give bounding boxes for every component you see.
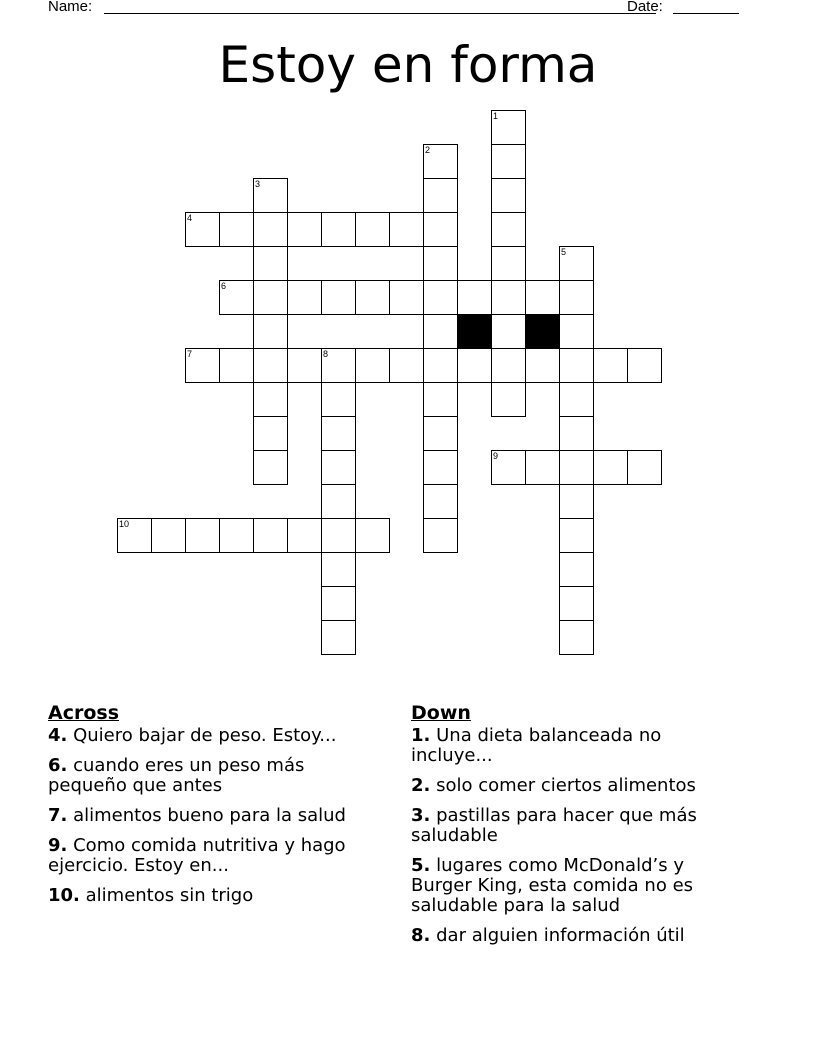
clue-text: alimentos sin trigo	[85, 885, 254, 906]
clue-number-label: 6	[221, 281, 227, 291]
down-clues	[411, 701, 731, 956]
grid-cell[interactable]	[321, 416, 356, 451]
grid-cell[interactable]	[321, 382, 356, 417]
grid-cell[interactable]	[457, 280, 492, 315]
clue-number: 7.	[48, 805, 68, 826]
grid-cell[interactable]	[491, 314, 526, 349]
clue-text: Como comida nutritiva y hago ejercicio. Estoy en...	[48, 835, 346, 876]
grid-cell[interactable]	[389, 212, 424, 247]
grid-cell[interactable]	[525, 280, 560, 315]
clue-number: 10.	[48, 885, 80, 906]
grid-cell[interactable]	[287, 348, 322, 383]
grid-cell[interactable]	[321, 620, 356, 655]
grid-cell[interactable]	[253, 348, 288, 383]
clue-number: 8.	[411, 925, 431, 946]
clue-number: 9.	[48, 835, 68, 856]
grid-cell[interactable]	[321, 552, 356, 587]
grid-cell[interactable]	[457, 348, 492, 383]
clue-number-label: 2	[425, 145, 431, 155]
grid-cell[interactable]	[559, 620, 594, 655]
grid-cell[interactable]	[117, 518, 152, 553]
clue-text: solo comer ciertos alimentos	[436, 775, 696, 796]
grid-cell[interactable]	[253, 450, 288, 485]
grid-cell[interactable]	[355, 212, 390, 247]
grid-cell[interactable]	[219, 518, 254, 553]
down-clue	[411, 776, 731, 796]
grid-cell[interactable]	[559, 518, 594, 553]
clue-text: dar alguien información útil	[436, 925, 685, 946]
clue-number: 2.	[411, 775, 431, 796]
grid-cell[interactable]	[423, 382, 458, 417]
grid-cell[interactable]	[389, 348, 424, 383]
grid-cell[interactable]	[525, 450, 560, 485]
grid-cell[interactable]	[321, 280, 356, 315]
grid-cell[interactable]	[627, 348, 662, 383]
across-clue	[48, 886, 378, 906]
grid-cell[interactable]	[185, 212, 220, 247]
clue-number: 1.	[411, 725, 431, 746]
grid-cell[interactable]	[559, 450, 594, 485]
grid-cell[interactable]	[423, 246, 458, 281]
grid-cell[interactable]	[321, 586, 356, 621]
name-field[interactable]	[104, 13, 656, 14]
grid-cell[interactable]	[423, 280, 458, 315]
down-heading: Down	[411, 702, 471, 724]
grid-cell[interactable]	[559, 586, 594, 621]
grid-cell[interactable]	[491, 450, 526, 485]
worksheet-header	[48, 0, 748, 18]
grid-cell[interactable]	[593, 450, 628, 485]
down-clue	[411, 926, 731, 946]
grid-cell[interactable]	[253, 212, 288, 247]
grid-cell[interactable]	[593, 348, 628, 383]
across-clues	[48, 701, 378, 916]
grid-cell[interactable]	[389, 280, 424, 315]
grid-cell[interactable]	[321, 518, 356, 553]
grid-cell[interactable]	[287, 212, 322, 247]
grid-cell[interactable]	[559, 552, 594, 587]
grid-cell[interactable]	[423, 144, 458, 179]
grid-cell[interactable]	[321, 212, 356, 247]
grid-cell[interactable]	[491, 110, 526, 145]
grid-cell[interactable]	[355, 348, 390, 383]
grid-cell[interactable]	[321, 450, 356, 485]
clue-number-label: 8	[323, 349, 329, 359]
grid-cell[interactable]	[559, 280, 594, 315]
across-clue	[48, 726, 378, 746]
grid-cell[interactable]	[253, 314, 288, 349]
grid-cell[interactable]	[627, 450, 662, 485]
down-clue	[411, 806, 731, 846]
grid-cell[interactable]	[321, 348, 356, 383]
across-clue	[48, 836, 378, 876]
blocked-cell	[525, 314, 560, 349]
clue-number-label: 10	[119, 519, 130, 529]
grid-cell[interactable]	[423, 518, 458, 553]
grid-cell[interactable]	[491, 212, 526, 247]
grid-cell[interactable]	[491, 348, 526, 383]
grid-cell[interactable]	[423, 314, 458, 349]
clue-number-label: 4	[187, 213, 193, 223]
down-clue	[411, 726, 731, 766]
clue-number: 3.	[411, 805, 431, 826]
clue-number: 5.	[411, 855, 431, 876]
page-title: Estoy en forma	[218, 36, 598, 94]
grid-cell[interactable]	[559, 246, 594, 281]
grid-cell[interactable]	[423, 212, 458, 247]
clue-number-label: 3	[255, 179, 261, 189]
grid-cell[interactable]	[423, 178, 458, 213]
clue-text: Quiero bajar de peso. Estoy...	[73, 725, 337, 746]
date-label: Date:	[627, 0, 663, 15]
grid-cell[interactable]	[151, 518, 186, 553]
grid-cell[interactable]	[559, 348, 594, 383]
clue-number: 4.	[48, 725, 68, 746]
grid-cell[interactable]	[253, 382, 288, 417]
grid-cell[interactable]	[423, 416, 458, 451]
clue-text: Una dieta balanceada no incluye...	[411, 725, 662, 766]
clue-number: 6.	[48, 755, 68, 776]
grid-cell[interactable]	[185, 348, 220, 383]
grid-cell[interactable]	[355, 518, 390, 553]
blocked-cell	[457, 314, 492, 349]
grid-cell[interactable]	[559, 382, 594, 417]
grid-cell[interactable]	[559, 484, 594, 519]
clue-text: pastillas para hacer que más saludable	[411, 805, 697, 846]
grid-cell[interactable]	[219, 212, 254, 247]
grid-cell[interactable]	[491, 280, 526, 315]
date-field[interactable]	[673, 13, 739, 14]
grid-cell[interactable]	[355, 280, 390, 315]
grid-cell[interactable]	[219, 348, 254, 383]
grid-cell[interactable]	[559, 416, 594, 451]
clue-text: alimentos bueno para la salud	[73, 805, 346, 826]
grid-cell[interactable]	[491, 144, 526, 179]
grid-cell[interactable]	[423, 484, 458, 519]
grid-cell[interactable]	[253, 178, 288, 213]
clue-number-label: 1	[493, 111, 499, 121]
grid-cell[interactable]	[253, 518, 288, 553]
grid-cell[interactable]	[321, 484, 356, 519]
grid-cell[interactable]	[491, 178, 526, 213]
across-clue	[48, 756, 378, 796]
clue-number-label: 9	[493, 451, 499, 461]
grid-cell[interactable]	[559, 314, 594, 349]
across-clue	[48, 806, 378, 826]
grid-cell[interactable]	[185, 518, 220, 553]
grid-cell[interactable]	[253, 280, 288, 315]
clue-number-label: 5	[561, 247, 567, 257]
clue-text: cuando eres un peso más pequeño que antes	[48, 755, 305, 796]
grid-cell[interactable]	[423, 348, 458, 383]
grid-cell[interactable]	[491, 246, 526, 281]
grid-cell[interactable]	[253, 416, 288, 451]
grid-cell[interactable]	[287, 280, 322, 315]
grid-cell[interactable]	[219, 280, 254, 315]
grid-cell[interactable]	[253, 246, 288, 281]
grid-cell[interactable]	[287, 518, 322, 553]
grid-cell[interactable]	[423, 450, 458, 485]
clue-text: lugares como McDonald’s y Burger King, esta comida no es saludable para la salud	[411, 855, 694, 916]
grid-cell[interactable]	[525, 348, 560, 383]
name-label: Name:	[48, 0, 93, 15]
grid-cell[interactable]	[491, 382, 526, 417]
down-clue	[411, 856, 731, 916]
clue-number-label: 7	[187, 349, 193, 359]
across-heading: Across	[48, 702, 120, 724]
